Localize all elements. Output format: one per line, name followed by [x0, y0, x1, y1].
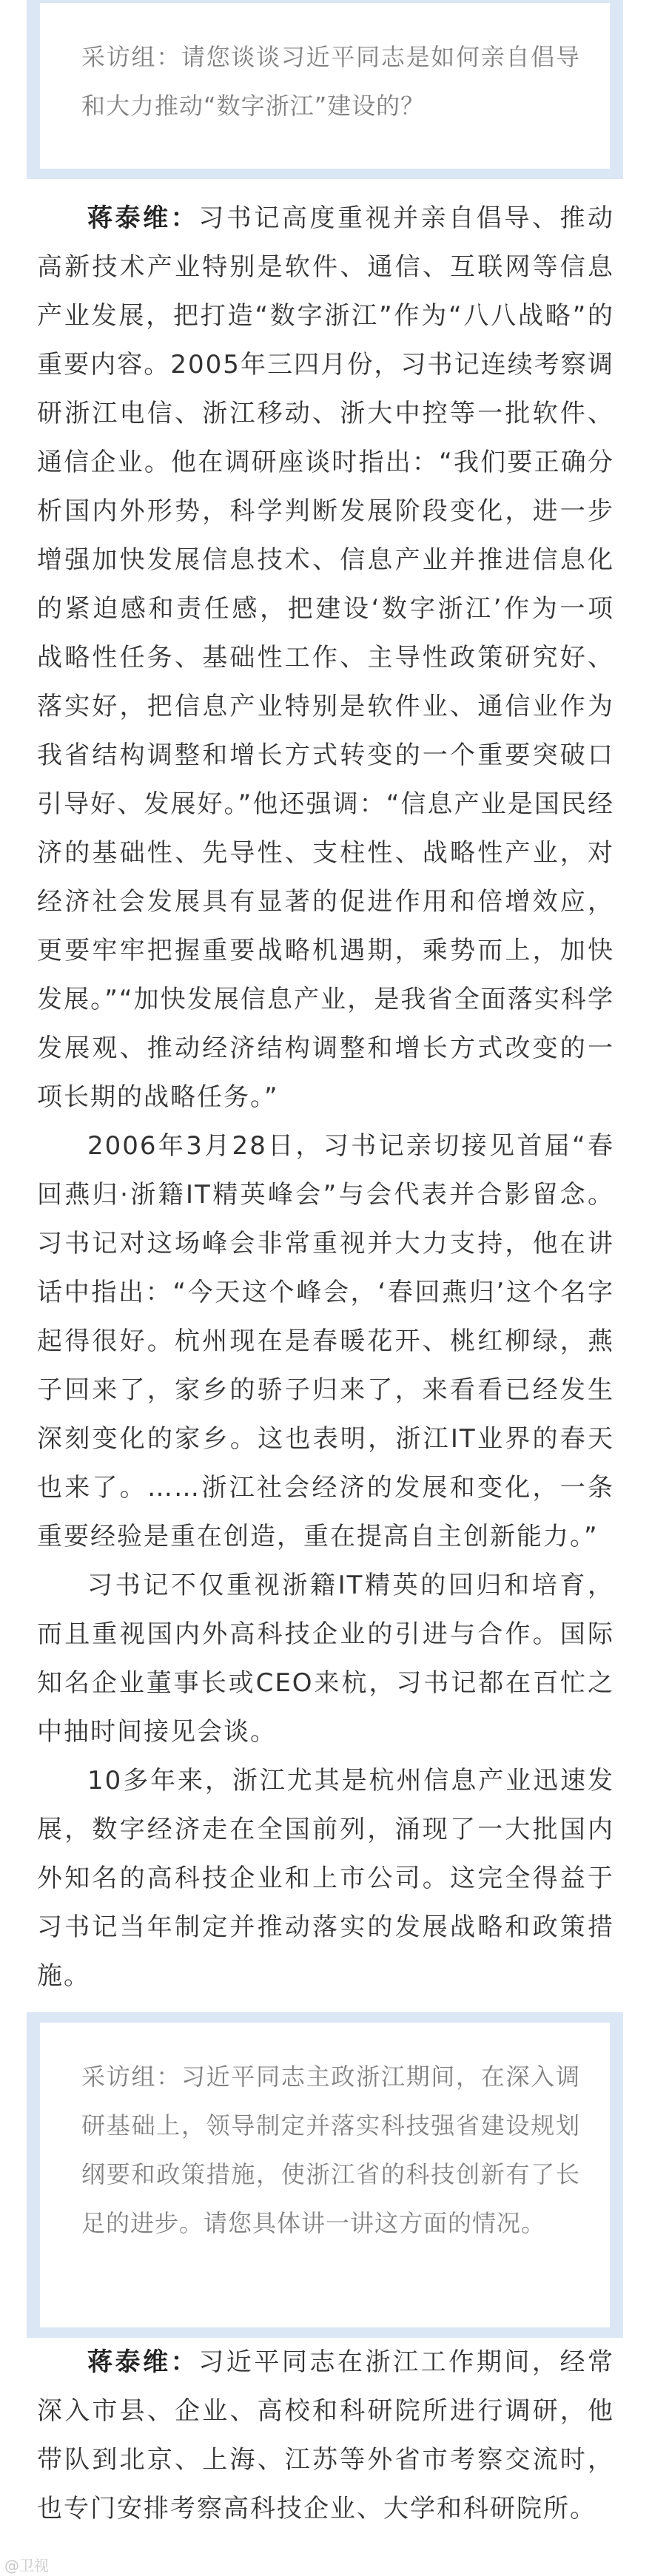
interview-question-text: 采访组：请您谈谈习近平同志是如何亲自倡导和大力推动“数字浙江”建设的？: [40, 3, 610, 169]
answer-paragraph: 2006年3月28日，习书记亲切接见首届“春回燕归·浙籍IT精英峰会”与会代表并合影留念。习书记对这场峰会非常重视并大力支持，他在讲话中指出：“今天这个峰会，‘春回燕归’这个名字起得很好。杭州现在是春暖花开、桃红柳绿，燕子回来了，家乡的骄子归来了，来看看已经发生深刻变化的家乡。这也表明，浙江IT业界的春天也来了。……浙江社会经济的发展和变化，一条重要经验是重在创造，重在提高自主创新能力。”: [37, 1131, 614, 1551]
watermark: @卫视: [4, 2557, 49, 2575]
speaker-name: 蒋泰维：: [87, 203, 199, 233]
answer-section: [37, 2338, 614, 2533]
answer-paragraph: 10多年来，浙江尤其是杭州信息产业迅速发展，数字经济走在全国前列，涌现了一大批国内外知名的高科技企业和上市公司。这完全得益于习书记当年制定并推动落实的发展战略和政策措施。: [37, 1766, 614, 1991]
answer-section: [37, 194, 614, 2000]
interview-question-box: [27, 0, 623, 179]
answer-paragraph: 习书记不仅重视浙籍IT精英的回归和培育，而且重视国内外高科技企业的引进与合作。国际知名企业董事长或CEO来杭，习书记都在百忙之中抽时间接见会谈。: [37, 1571, 614, 1747]
paragraph-text: 习近平同志在浙江工作期间，经常深入市县、企业、高校和科研院所进行调研，他带队到北京、上海、江苏等外省市考察交流时，也专门安排考察高科技企业、大学和科研院所。: [37, 2347, 615, 2523]
speaker-name: 蒋泰维：: [87, 2347, 199, 2377]
answer-paragraph: [37, 194, 614, 1122]
answer-paragraph: [37, 2338, 614, 2533]
paragraph-text: 习书记高度重视并亲自倡导、推动高新技术产业特别是软件、通信、互联网等信息产业发展，把打造“数字浙江”作为“八八战略”的重要内容。2005年三四月份，习书记连续考察调研浙江电信、浙江移动、浙大中控等一批软件、通信企业。他在调研座谈时指出：“我们要正确分析国内外形势，科学判断发展阶段变化，进一步增强加快发展信息技术、信息产业并推进信息化的紧迫感和责任感，把建设‘数字浙江’作为一项战略性任务、基础性工作、主导性政策研究好、落实好，把信息产业特别是软件业、通信业作为我省结构调整和增长方式转变的一个重要突破口引导好、发展好。”他还强调：“信息产业是国民经济的基础性、先导性、支柱性、战略性产业，对经济社会发展具有显著的促进作用和倍增效应，更要牢牢把握重要战略机遇期，乘势而上，加快发展。”“加快发展信息产业，是我省全面落实科学发展观、推动经济结构调整和增长方式改变的一项长期的战略任务。”: [37, 203, 615, 1112]
interview-question-text: 采访组：习近平同志主政浙江期间，在深入调研基础上，领导制定并落实科技强省建设规划纲要和政策措施，使浙江省的科技创新有了长足的进步。请您具体讲一讲这方面的情况。: [40, 2023, 610, 2327]
interview-question-box: [27, 2012, 623, 2338]
